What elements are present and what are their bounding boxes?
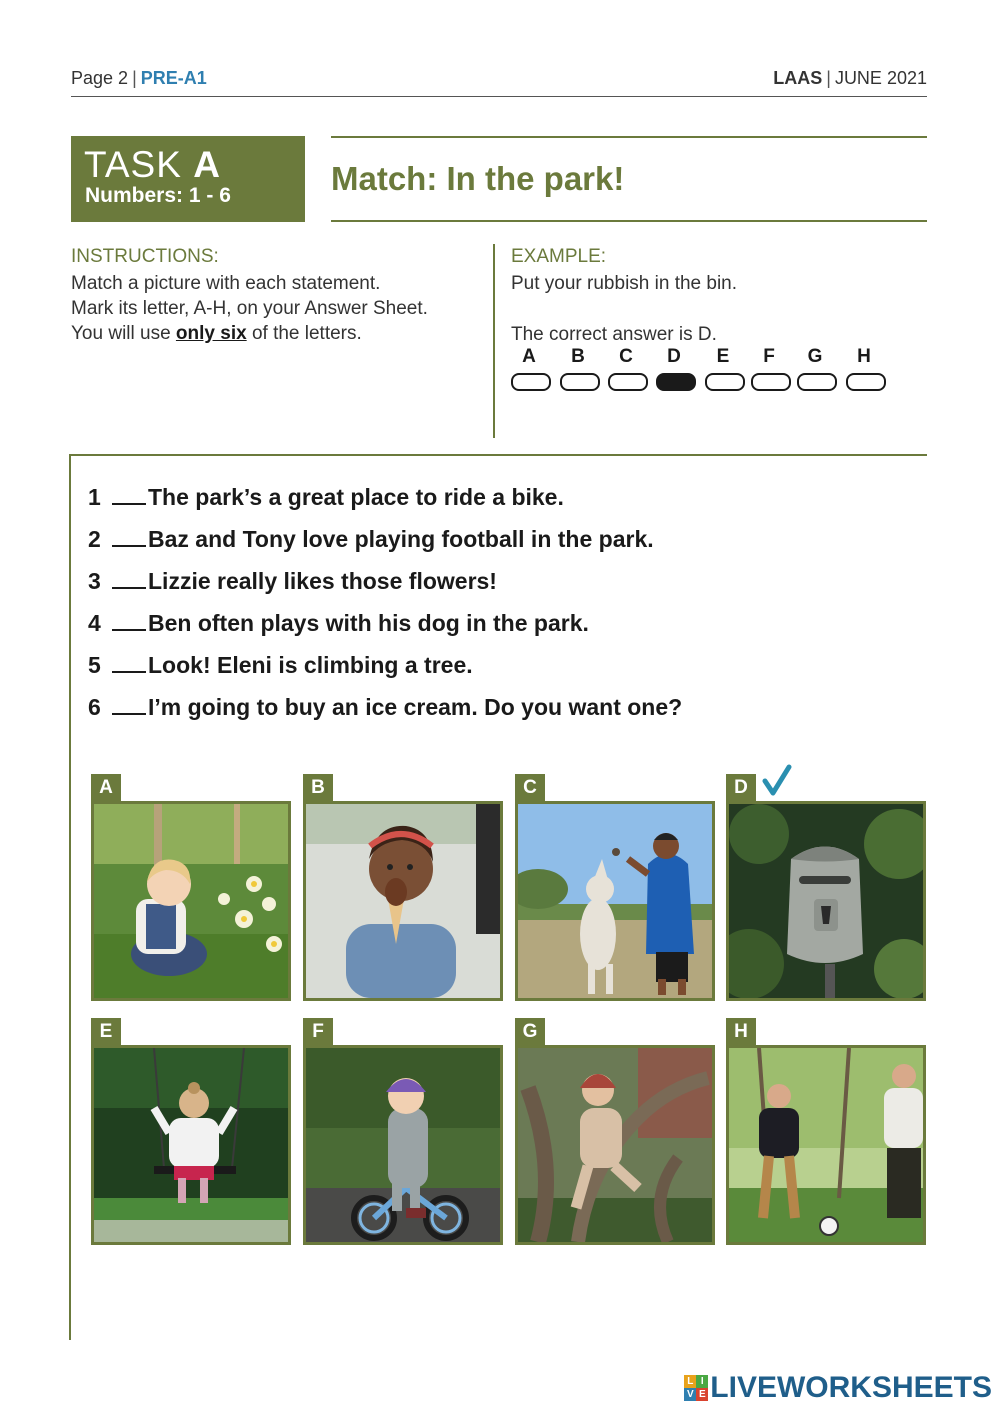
photo-illustration [729, 1048, 923, 1242]
header-separator: | [826, 68, 831, 88]
picture-f [303, 1045, 503, 1245]
instruction-line [71, 321, 428, 346]
task-word: TASK [84, 144, 182, 185]
example-option-letter: F [763, 346, 775, 367]
photo-illustration [306, 804, 500, 998]
task-numbers: Numbers: 1 - 6 [85, 184, 231, 207]
liveworksheets-logo [684, 1371, 992, 1405]
page-title: Match: In the park! [331, 160, 625, 197]
logo-mark-tile: E [696, 1388, 708, 1401]
photo-illustration [518, 804, 712, 998]
header-rule [71, 96, 927, 97]
photo-illustration [94, 804, 288, 998]
picture-label-g: G [515, 1018, 545, 1046]
instructions-heading: INSTRUCTIONS: [71, 246, 219, 267]
section-frame-left [69, 454, 71, 1340]
instruction-text: You will use [71, 323, 176, 344]
picture-label-d: D [726, 774, 756, 802]
picture-label-f: F [303, 1018, 333, 1046]
example-heading: EXAMPLE: [511, 246, 607, 267]
picture-label-c: C [515, 774, 545, 802]
example-answer-bubble [656, 373, 696, 391]
question-row [88, 526, 654, 553]
example-option-letter: G [807, 346, 823, 367]
task-box [71, 136, 305, 222]
example-answer-bubble [560, 373, 600, 391]
instruction-text: of the letters. [246, 323, 362, 344]
picture-e [91, 1045, 291, 1245]
example-answer-bubble [511, 373, 551, 391]
answer-blank[interactable] [112, 611, 146, 631]
question-text: Ben often plays with his dog in the park. [148, 610, 589, 636]
photo-illustration [94, 1048, 288, 1242]
question-row [88, 610, 589, 637]
picture-label-h: H [726, 1018, 756, 1046]
answer-blank[interactable] [112, 653, 146, 673]
exam-date: JUNE 2021 [834, 68, 927, 88]
picture-a [91, 801, 291, 1001]
organization-label: LAAS [773, 68, 823, 88]
question-row [88, 568, 497, 595]
question-text: Look! Eleni is climbing a tree. [148, 652, 473, 678]
picture-label-a: A [91, 774, 121, 802]
section-frame-top [69, 454, 927, 456]
emphasis-text: only six [175, 323, 247, 344]
example-option-letter: E [716, 346, 730, 367]
example-answer-bubble [608, 373, 648, 391]
level-label: PRE-A1 [140, 68, 207, 88]
picture-b [303, 801, 503, 1001]
question-number: 6 [88, 694, 101, 720]
example-option-letter: C [619, 346, 633, 367]
logo-mark-tile: I [696, 1375, 708, 1388]
picture-label-b: B [303, 774, 333, 802]
question-row [88, 694, 682, 721]
instruction-line: Match a picture with each statement. [71, 273, 381, 294]
picture-c [515, 801, 715, 1001]
photo-illustration [518, 1048, 712, 1242]
instruction-line: Mark its letter, A-H, on your Answer Sheet. [71, 298, 428, 319]
example-option-letter: A [522, 346, 536, 367]
column-divider [493, 244, 495, 438]
question-text: The park’s a great place to ride a bike. [148, 484, 564, 510]
page-number: Page 2 [71, 68, 129, 88]
question-row [88, 484, 564, 511]
example-answer-bubble [705, 373, 745, 391]
title-rule-bottom [331, 220, 927, 222]
picture-d [726, 801, 926, 1001]
example-answer-bubble [751, 373, 791, 391]
photo-illustration [729, 804, 923, 998]
answer-blank[interactable] [112, 569, 146, 589]
task-letter: A [193, 144, 221, 185]
example-option-letter: B [571, 346, 585, 367]
page-header-right [773, 68, 927, 89]
question-row [88, 652, 473, 679]
checkmark-icon [762, 764, 792, 796]
answer-blank[interactable] [112, 695, 146, 715]
example-option-letter: H [857, 346, 871, 367]
example-statement: Put your rubbish in the bin. [511, 273, 738, 294]
logo-mark-tile: V [684, 1388, 696, 1401]
title-rule-top [331, 136, 927, 138]
logo-mark-icon [684, 1375, 708, 1401]
question-text: Baz and Tony love playing football in the park. [148, 526, 654, 552]
question-text: I’m going to buy an ice cream. Do you want one? [148, 694, 683, 720]
task-title [84, 144, 221, 186]
question-text: Lizzie really likes those flowers! [148, 568, 497, 594]
logo-text: LIVEWORKSHEETS [710, 1371, 992, 1404]
question-number: 2 [88, 526, 101, 552]
photo-illustration [306, 1048, 500, 1242]
picture-g [515, 1045, 715, 1245]
answer-blank[interactable] [112, 485, 146, 505]
picture-label-e: E [91, 1018, 121, 1046]
logo-mark-tile: L [684, 1375, 696, 1388]
example-answer-text: The correct answer is D. [511, 324, 717, 345]
question-number: 5 [88, 652, 101, 678]
instructions-text [71, 271, 428, 346]
answer-blank[interactable] [112, 527, 146, 547]
question-number: 4 [88, 610, 101, 636]
example-answer-bubble [846, 373, 886, 391]
picture-h [726, 1045, 926, 1245]
example-option-letter: D [667, 346, 681, 367]
page-header-left [71, 68, 207, 89]
header-separator: | [132, 68, 137, 88]
example-answer-bubble [797, 373, 837, 391]
question-number: 3 [88, 568, 101, 594]
question-number: 1 [88, 484, 101, 510]
